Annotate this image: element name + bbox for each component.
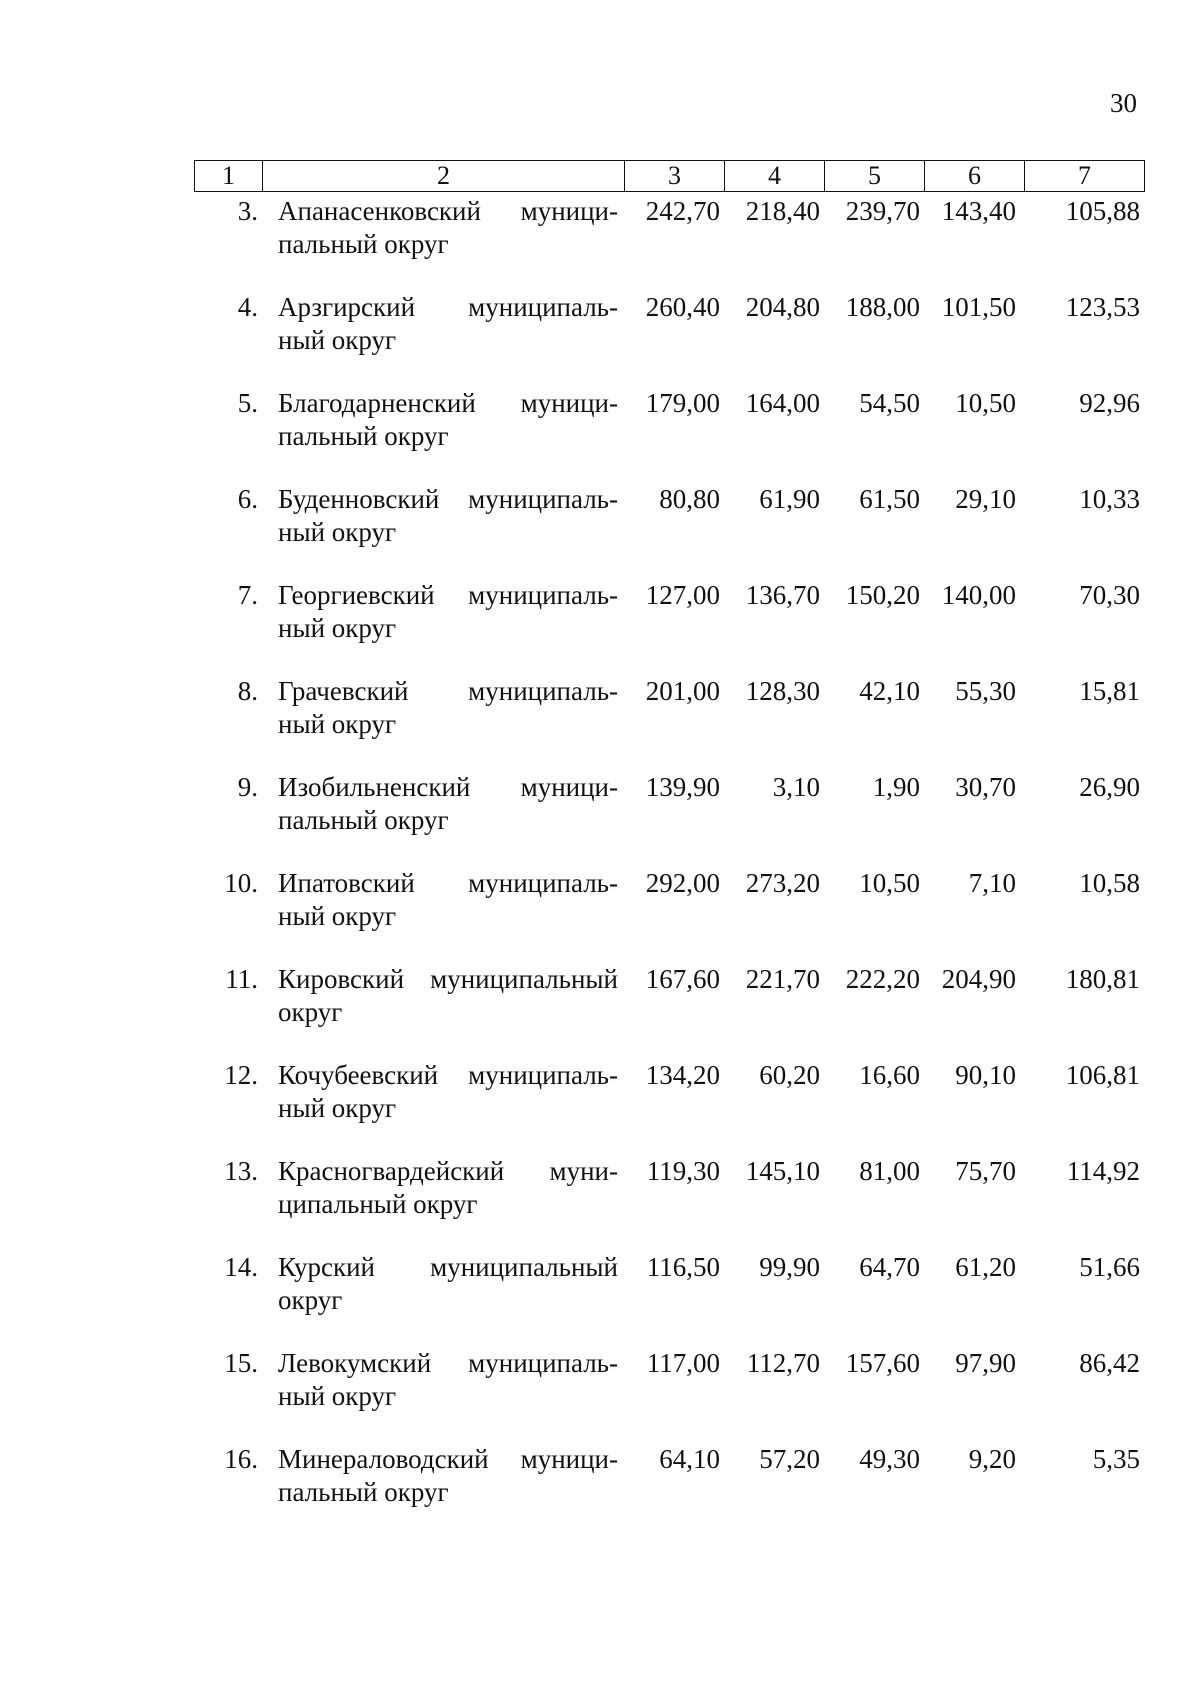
row-number: 6. <box>237 484 258 514</box>
value-col-4: 3,10 <box>772 772 820 802</box>
table-row <box>194 867 1144 963</box>
value-col-4: 60,20 <box>759 1060 820 1090</box>
value-col-7: 105,88 <box>1065 196 1140 226</box>
district-name-line2: ный округ <box>278 1381 397 1411</box>
district-name <box>262 1347 624 1443</box>
value-col-5: 49,30 <box>859 1444 920 1474</box>
district-name-line1: Кочубеевский муниципаль- <box>278 1060 618 1090</box>
table-row <box>194 1347 1144 1443</box>
value-col-4: 136,70 <box>745 580 820 610</box>
value-col-7: 180,81 <box>1065 964 1140 994</box>
value-col-7: 70,30 <box>1079 580 1140 610</box>
value-col-4: 112,70 <box>746 1348 820 1378</box>
table-body <box>194 195 1144 1539</box>
value-col-3: 179,00 <box>645 388 720 418</box>
district-name-line1: Грачевский муниципаль- <box>278 676 618 706</box>
district-name-line1: Левокумский муниципаль- <box>278 1348 618 1378</box>
column-number-header <box>194 160 1145 192</box>
row-number: 10. <box>224 868 258 898</box>
value-col-6: 30,70 <box>955 772 1016 802</box>
district-name-line2: ный округ <box>278 613 397 643</box>
value-col-7: 86,42 <box>1079 1348 1140 1378</box>
value-col-6: 61,20 <box>955 1252 1016 1282</box>
value-col-3: 292,00 <box>645 868 720 898</box>
value-col-3: 119,30 <box>646 1156 720 1186</box>
value-col-7: 10,33 <box>1079 484 1140 514</box>
table-row <box>194 1443 1144 1539</box>
header-row <box>195 161 1145 192</box>
value-col-3: 201,00 <box>645 676 720 706</box>
value-col-6: 90,10 <box>955 1060 1016 1090</box>
table-row <box>194 195 1144 291</box>
value-col-7: 5,35 <box>1092 1444 1140 1474</box>
district-name-line2: ципальный округ <box>278 1189 478 1219</box>
value-col-4: 164,00 <box>745 388 820 418</box>
row-number: 3. <box>237 196 258 226</box>
table-row <box>194 963 1144 1059</box>
district-name-line1: Ипатовский муниципаль- <box>278 868 618 898</box>
value-col-3: 116,50 <box>646 1252 720 1282</box>
value-col-6: 140,00 <box>941 580 1016 610</box>
value-col-7: 92,96 <box>1079 388 1140 418</box>
value-col-4: 218,40 <box>745 196 820 226</box>
page-number: 30 <box>1110 88 1137 118</box>
value-col-5: 1,90 <box>872 772 920 802</box>
value-col-4: 145,10 <box>745 1156 820 1186</box>
value-col-3: 139,90 <box>645 772 720 802</box>
row-number: 5. <box>237 388 258 418</box>
value-col-6: 10,50 <box>955 388 1016 418</box>
district-name-line1: Благодарненский муници- <box>278 388 618 418</box>
row-number: 11. <box>225 964 258 994</box>
value-col-7: 15,81 <box>1079 676 1140 706</box>
table-row <box>194 675 1144 771</box>
district-name <box>262 867 624 963</box>
district-name-line2: округ <box>278 997 343 1027</box>
value-col-4: 128,30 <box>745 676 820 706</box>
district-name-line2: пальный округ <box>278 421 449 451</box>
district-name <box>262 1059 624 1155</box>
table-row <box>194 1155 1144 1251</box>
value-col-5: 81,00 <box>859 1156 920 1186</box>
value-col-4: 57,20 <box>759 1444 820 1474</box>
header-cell: 3 <box>625 161 725 192</box>
value-col-7: 106,81 <box>1065 1060 1140 1090</box>
value-col-4: 61,90 <box>759 484 820 514</box>
value-col-3: 134,20 <box>645 1060 720 1090</box>
header-cell: 6 <box>925 161 1025 192</box>
header-cell: 5 <box>825 161 925 192</box>
value-col-3: 167,60 <box>645 964 720 994</box>
table-row <box>194 579 1144 675</box>
value-col-6: 29,10 <box>955 484 1016 514</box>
header-cell: 1 <box>195 161 263 192</box>
district-name <box>262 675 624 771</box>
value-col-5: 16,60 <box>859 1060 920 1090</box>
row-number: 14. <box>224 1252 258 1282</box>
row-number: 9. <box>237 772 258 802</box>
value-col-3: 64,10 <box>659 1444 720 1474</box>
value-col-7: 114,92 <box>1066 1156 1140 1186</box>
row-number: 8. <box>237 676 258 706</box>
district-name-line1: Красногвардейский муни- <box>278 1156 618 1186</box>
value-col-6: 7,10 <box>968 868 1016 898</box>
value-col-4: 221,70 <box>745 964 820 994</box>
district-name-line1: Георгиевский муниципаль- <box>278 580 618 610</box>
value-col-6: 204,90 <box>941 964 1016 994</box>
district-name <box>262 195 624 291</box>
value-col-5: 54,50 <box>859 388 920 418</box>
district-name-line1: Курский муниципальный <box>278 1252 618 1282</box>
value-col-6: 97,90 <box>955 1348 1016 1378</box>
district-name-line2: ный округ <box>278 709 397 739</box>
district-name-line1: Минераловодский муници- <box>278 1444 618 1474</box>
value-col-5: 61,50 <box>859 484 920 514</box>
value-col-3: 80,80 <box>659 484 720 514</box>
value-col-5: 64,70 <box>859 1252 920 1282</box>
value-col-7: 26,90 <box>1079 772 1140 802</box>
value-col-4: 99,90 <box>759 1252 820 1282</box>
row-number: 4. <box>237 292 258 322</box>
district-name-line2: пальный округ <box>278 229 449 259</box>
value-col-3: 117,00 <box>646 1348 720 1378</box>
table-row <box>194 1251 1144 1347</box>
district-name-line1: Буденновский муниципаль- <box>278 484 618 514</box>
row-number: 13. <box>224 1156 258 1186</box>
header-cell: 7 <box>1025 161 1145 192</box>
district-name <box>262 1251 624 1347</box>
value-col-6: 143,40 <box>941 196 1016 226</box>
district-name <box>262 963 624 1059</box>
value-col-5: 157,60 <box>845 1348 920 1378</box>
district-name <box>262 387 624 483</box>
row-number: 16. <box>224 1444 258 1474</box>
value-col-6: 55,30 <box>955 676 1016 706</box>
row-number: 7. <box>237 580 258 610</box>
table-row <box>194 483 1144 579</box>
district-name-line2: ный округ <box>278 517 397 547</box>
value-col-7: 123,53 <box>1065 292 1140 322</box>
value-col-7: 51,66 <box>1079 1252 1140 1282</box>
value-col-5: 150,20 <box>845 580 920 610</box>
district-name-line1: Кировский муниципальный <box>278 964 618 994</box>
value-col-3: 260,40 <box>645 292 720 322</box>
value-col-5: 222,20 <box>845 964 920 994</box>
value-col-3: 127,00 <box>645 580 720 610</box>
district-name-line2: ный округ <box>278 325 397 355</box>
district-name <box>262 1443 624 1539</box>
district-name <box>262 291 624 387</box>
value-col-5: 10,50 <box>859 868 920 898</box>
value-col-4: 204,80 <box>745 292 820 322</box>
value-col-6: 101,50 <box>941 292 1016 322</box>
district-name-line1: Изобильненский муници- <box>278 772 618 802</box>
table-row <box>194 291 1144 387</box>
district-name-line2: ный округ <box>278 1093 397 1123</box>
district-name-line2: округ <box>278 1285 343 1315</box>
district-name-line2: пальный округ <box>278 805 449 835</box>
district-name-line1: Апанасенковский муници- <box>278 196 618 226</box>
value-col-5: 239,70 <box>845 196 920 226</box>
table-row <box>194 387 1144 483</box>
table-row <box>194 1059 1144 1155</box>
value-col-6: 9,20 <box>968 1444 1016 1474</box>
row-number: 12. <box>224 1060 258 1090</box>
district-name <box>262 1155 624 1251</box>
value-col-5: 188,00 <box>845 292 920 322</box>
district-name <box>262 771 624 867</box>
district-name-line2: пальный округ <box>278 1477 449 1507</box>
value-col-7: 10,58 <box>1079 868 1140 898</box>
value-col-4: 273,20 <box>745 868 820 898</box>
value-col-6: 75,70 <box>955 1156 1016 1186</box>
district-name <box>262 483 624 579</box>
header-cell: 2 <box>263 161 625 192</box>
table-row <box>194 771 1144 867</box>
row-number: 15. <box>224 1348 258 1378</box>
district-name-line2: ный округ <box>278 901 397 931</box>
district-name <box>262 579 624 675</box>
header-cell: 4 <box>725 161 825 192</box>
district-name-line1: Арзгирский муниципаль- <box>278 292 618 322</box>
value-col-5: 42,10 <box>859 676 920 706</box>
value-col-3: 242,70 <box>645 196 720 226</box>
